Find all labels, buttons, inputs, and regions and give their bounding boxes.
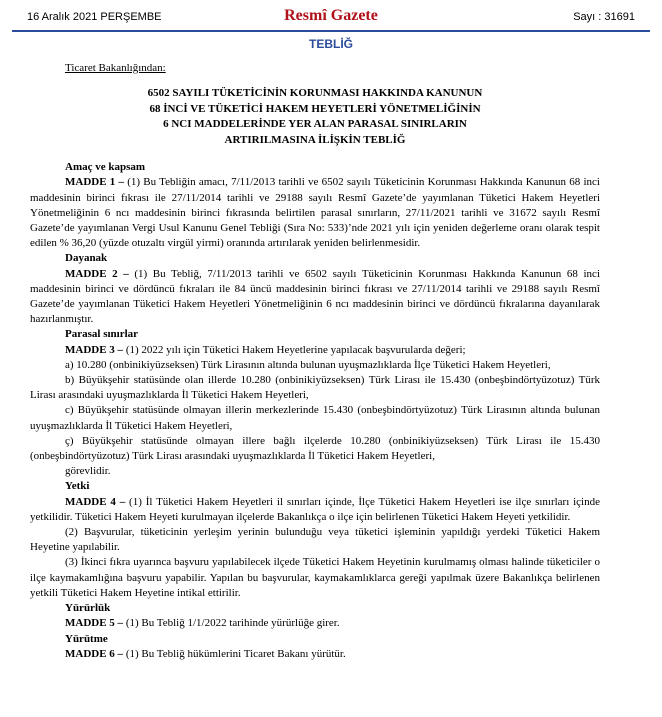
- article-text: (1) İl Tüketici Hakem Heyetleri il sınırları içinde, İlçe Tüketici Hakem Heyetleri ise ilçe sınırları içinde yetkilidir. Tüketici Hakem Heyeti kurulmayan ilçelerde Bakanlıkça o ilçe için belirlenen Tüketici Hakem Heyeti yetkilidir.: [30, 495, 600, 523]
- article-number: MADDE 1 –: [65, 176, 124, 189]
- document-title: [30, 86, 600, 148]
- article-4: [30, 495, 600, 525]
- article-3-item-c: c) Büyükşehir statüsünde olmayan illerin merkezlerinde 15.430 (onbeşbindörtyüzotuz) Türk Lirasının altında bulunan uyuşmazlıklarda İl Tüketici Hakem Heyetleri,: [30, 404, 600, 432]
- article-heading: Dayanak: [65, 252, 108, 265]
- issuer: Ticaret Bakanlığından:: [65, 62, 166, 74]
- article-6: [30, 647, 600, 662]
- document-body: [30, 61, 600, 662]
- article-4-para-2: (2) Başvurular, tüketicinin yerleşim yerinin bulunduğu veya tüketici işleminin yapıldığı yerdeki Tüketici Hakem Heyetine yapılabilir.: [30, 526, 600, 554]
- article-text: (1) 2022 yılı için Tüketici Hakem Heyetlerine yapılacak başvurularda değeri;: [123, 343, 466, 356]
- article-2: [30, 267, 600, 328]
- title-line: 68 İNCİ VE TÜKETİCİ HAKEM HEYETLERİ YÖNETMELİĞİNİN: [149, 102, 481, 115]
- article-3-item-b: b) Büyükşehir statüsünde olan illerde 10.280 (onbinikiyüzseksen) Türk Lirası ile 15.430 (onbeşbindörtyüzotuz) Türk Lirası arasındaki uyuşmazlıklarda İl Tüketici Hakem Heyetleri,: [30, 374, 600, 402]
- title-line: 6 NCI MADDELERİNDE YER ALAN PARASAL SINIRLARIN: [163, 118, 467, 131]
- article-heading: Yürürlük: [65, 602, 111, 615]
- article-number: MADDE 2 –: [65, 267, 129, 280]
- article-3: [30, 343, 600, 358]
- article-3-item-cc: ç) Büyükşehir statüsünde olmayan illere bağlı ilçelerde 10.280 (onbinikiyüzseksen) Türk Lirası ile 15.430 (onbeşbindörtyüzotuz) Türk Lirası arasındaki uyuşmazlıklarda İl Tüketici Hakem Heyetleri,: [30, 434, 600, 463]
- article-number: MADDE 6 –: [65, 647, 124, 660]
- section-title: TEBLİĞ: [309, 37, 353, 51]
- article-heading: Yetki: [65, 480, 90, 493]
- article-text: (1) Bu Tebliğ hükümlerini Ticaret Bakanı yürütür.: [123, 647, 346, 660]
- article-heading: Yürütme: [65, 632, 108, 645]
- article-text: (1) Bu Tebliğin amacı, 7/11/2013 tarihli ve 6502 sayılı Tüketicinin Korunması Hakkında Kanunun 68 inci maddesinin birinci fıkrası ile 27/11/2014 tarihli ve 29188 sayılı Resmî Gazete’de yayımlanan Tüketici Hakem Heyetleri Yönetmeliğinin 6 ncı maddesinin birinci fıkrasında belirtilen parasal sınırların, 27/11/2021 tarihli ve 31672 sayılı Resmî Gazete’de yayımlanan Vergi Usul Kanunu Genel Tebliği (Sıra No: 533)’nde 2021 yılı için yeniden değerleme oranı olarak tespit edilen % 36,20 (yüzde otuzaltı virgül yirmi) oranında artırılarak yeniden belirlenmesidir.: [30, 176, 600, 250]
- article-5: [30, 616, 600, 631]
- article-heading: Amaç ve kapsam: [65, 161, 146, 174]
- article-number: MADDE 4 –: [65, 495, 126, 508]
- gazette-header: [0, 0, 662, 28]
- issue-number: Sayı : 31691: [573, 11, 635, 23]
- article-3-item-a: a) 10.280 (onbinikiyüzseksen) Türk Lirasının altında bulunan uyuşmazlıklarda İlçe Tüketici Hakem Heyetleri,: [65, 358, 551, 371]
- article-text: (1) Bu Tebliğ 1/1/2022 tarihinde yürürlüğe girer.: [123, 617, 340, 630]
- article-text: (1) Bu Tebliğ, 7/11/2013 tarihli ve 6502 sayılı Tüketicinin Korunması Hakkında Kanunun 68 inci maddesinin birinci ve dördüncü fıkraları ile 84 üncü maddesinin birinci fıkrası ve 27/11/2014 tarihli ve 29188 sayılı Resmî Gazete’de yayımlanan Tüketici Hakem Heyetleri Yönetmeliğinin 6 ncı maddesinin birinci ve dördüncü fıkralarına dayanılarak hazırlanmıştır.: [30, 267, 600, 326]
- article-3-closing: görevlidir.: [65, 465, 111, 478]
- gazette-name: Resmî Gazete: [284, 7, 378, 24]
- article-1: [30, 175, 600, 251]
- article-number: MADDE 3 –: [65, 343, 124, 356]
- article-number: MADDE 5 –: [65, 617, 124, 630]
- header-divider: [12, 30, 650, 32]
- title-line: 6502 SAYILI TÜKETİCİNİN KORUNMASI HAKKINDA KANUNUN: [147, 87, 483, 100]
- article-4-para-3: (3) İkinci fıkra uyarınca başvuru yapılabilecek ilçede Tüketici Hakem Heyetinin kurulmamış olması halinde tüketiciler o ilçe kaymakamlığına başvuru yapabilir. Yapılan bu başvurular, kaymakamlıklarca gereği yapılmak üzere Bakanlıkça belirlenen yetkili Tüketici Hakem Heyetine intikal ettirilir.: [30, 556, 600, 599]
- header-date: 16 Aralık 2021 PERŞEMBE: [27, 11, 162, 23]
- article-heading: Parasal sınırlar: [65, 328, 139, 341]
- title-line: ARTIRILMASINA İLİŞKİN TEBLİĞ: [224, 133, 406, 146]
